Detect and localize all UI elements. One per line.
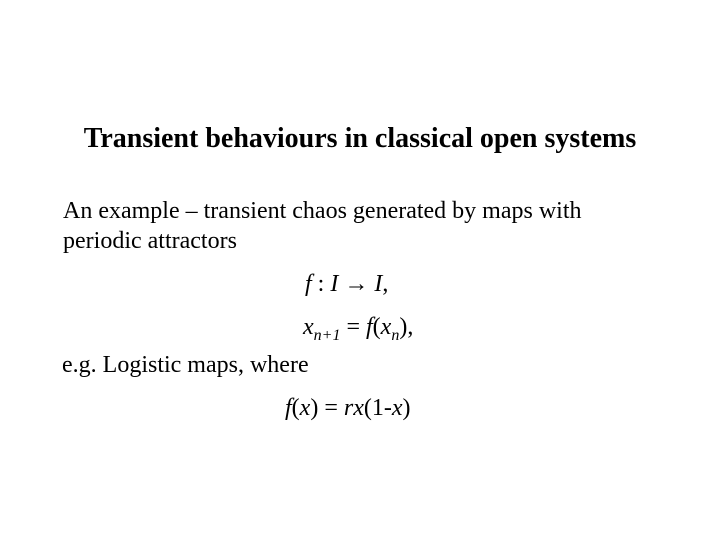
iter-close: ), <box>399 314 414 340</box>
example-text: e.g. Logistic maps, where <box>62 352 309 378</box>
log-open: ( <box>291 395 300 421</box>
log-x3: x <box>391 395 403 421</box>
log-x2: x <box>353 395 364 421</box>
map-codomain: I <box>374 271 383 297</box>
iter-lhs-sub <box>314 327 341 344</box>
iter-lhs-x: x <box>303 314 314 340</box>
intro-line-2: periodic attractors <box>63 228 237 254</box>
iter-open: ( <box>372 314 381 340</box>
log-r: r <box>343 395 354 421</box>
iter-lhs-sub-text: n+1 <box>313 327 341 344</box>
log-end: ) <box>402 395 411 421</box>
map-arrow: → <box>338 271 375 297</box>
iter-arg-sub-text: n <box>391 327 400 344</box>
map-definition-formula <box>305 269 388 299</box>
slide-title: Transient behaviours in classical open systems <box>83 123 637 154</box>
iter-arg-x: x <box>380 314 392 340</box>
intro-line-1: An example – transient chaos generated by maps with <box>63 198 582 224</box>
log-close-eq: ) = <box>310 395 344 421</box>
map-domain: I <box>330 271 339 297</box>
log-f: f <box>285 395 292 421</box>
log-x1: x <box>299 395 311 421</box>
iter-eq: = <box>340 314 366 340</box>
map-tail: , <box>382 271 389 297</box>
intro-paragraph <box>63 196 703 256</box>
iter-f: f <box>366 314 373 340</box>
logistic-formula <box>285 393 411 423</box>
log-one-minus: (1- <box>363 395 392 421</box>
iteration-formula <box>303 312 413 342</box>
map-colon: : <box>311 271 331 297</box>
map-f: f <box>305 271 312 297</box>
